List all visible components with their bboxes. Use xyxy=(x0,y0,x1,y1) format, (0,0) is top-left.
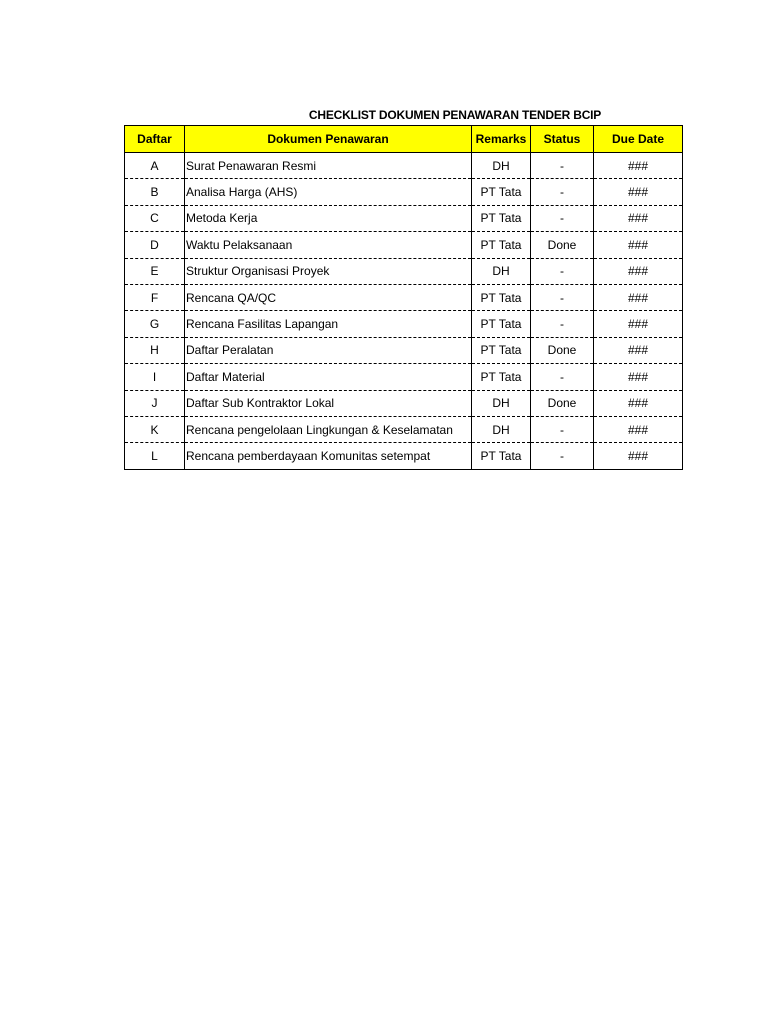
cell-dokumen: Rencana pengelolaan Lingkungan & Keselamatan xyxy=(185,416,472,442)
cell-remarks: PT Tata xyxy=(472,284,531,310)
cell-dokumen: Analisa Harga (AHS) xyxy=(185,179,472,205)
header-remarks: Remarks xyxy=(472,126,531,153)
table-row xyxy=(125,232,683,258)
cell-status: - xyxy=(531,364,594,390)
cell-daftar: A xyxy=(125,153,185,179)
cell-status: - xyxy=(531,416,594,442)
table-body xyxy=(125,153,683,470)
header-daftar: Daftar xyxy=(125,126,185,153)
cell-status: - xyxy=(531,205,594,231)
cell-due-date: ### xyxy=(594,390,683,416)
cell-daftar: J xyxy=(125,390,185,416)
checklist-table xyxy=(124,125,683,470)
table-row xyxy=(125,337,683,363)
cell-daftar: D xyxy=(125,232,185,258)
cell-status: - xyxy=(531,284,594,310)
cell-dokumen: Metoda Kerja xyxy=(185,205,472,231)
table-row xyxy=(125,364,683,390)
cell-remarks: DH xyxy=(472,258,531,284)
cell-daftar: B xyxy=(125,179,185,205)
cell-due-date: ### xyxy=(594,416,683,442)
table-row xyxy=(125,443,683,469)
cell-remarks: PT Tata xyxy=(472,205,531,231)
cell-status: - xyxy=(531,443,594,469)
cell-daftar: C xyxy=(125,205,185,231)
cell-remarks: DH xyxy=(472,416,531,442)
header-row xyxy=(125,126,683,153)
cell-dokumen: Rencana Fasilitas Lapangan xyxy=(185,311,472,337)
cell-remarks: PT Tata xyxy=(472,179,531,205)
cell-dokumen: Struktur Organisasi Proyek xyxy=(185,258,472,284)
cell-due-date: ### xyxy=(594,311,683,337)
cell-due-date: ### xyxy=(594,258,683,284)
cell-due-date: ### xyxy=(594,232,683,258)
cell-status: Done xyxy=(531,337,594,363)
cell-daftar: I xyxy=(125,364,185,390)
cell-daftar: K xyxy=(125,416,185,442)
table-row xyxy=(125,258,683,284)
cell-remarks: PT Tata xyxy=(472,364,531,390)
cell-due-date: ### xyxy=(594,337,683,363)
cell-dokumen: Daftar Peralatan xyxy=(185,337,472,363)
cell-daftar: L xyxy=(125,443,185,469)
table-row xyxy=(125,390,683,416)
cell-dokumen: Waktu Pelaksanaan xyxy=(185,232,472,258)
cell-dokumen: Rencana pemberdayaan Komunitas setempat xyxy=(185,443,472,469)
table-row xyxy=(125,416,683,442)
cell-dokumen: Daftar Sub Kontraktor Lokal xyxy=(185,390,472,416)
cell-daftar: H xyxy=(125,337,185,363)
cell-due-date: ### xyxy=(594,364,683,390)
cell-remarks: DH xyxy=(472,153,531,179)
table-row xyxy=(125,205,683,231)
cell-status: - xyxy=(531,179,594,205)
cell-due-date: ### xyxy=(594,443,683,469)
cell-daftar: G xyxy=(125,311,185,337)
table-row xyxy=(125,153,683,179)
cell-dokumen: Rencana QA/QC xyxy=(185,284,472,310)
table-row xyxy=(125,311,683,337)
cell-daftar: E xyxy=(125,258,185,284)
cell-remarks: PT Tata xyxy=(472,443,531,469)
cell-remarks: PT Tata xyxy=(472,337,531,363)
document-title: CHECKLIST DOKUMEN PENAWARAN TENDER BCIP xyxy=(308,108,602,122)
cell-status: - xyxy=(531,258,594,284)
cell-remarks: PT Tata xyxy=(472,232,531,258)
header-status: Status xyxy=(531,126,594,153)
cell-dokumen: Daftar Material xyxy=(185,364,472,390)
cell-status: - xyxy=(531,311,594,337)
cell-status: - xyxy=(531,153,594,179)
cell-remarks: PT Tata xyxy=(472,311,531,337)
header-due-date: Due Date xyxy=(594,126,683,153)
cell-status: Done xyxy=(531,390,594,416)
cell-status: Done xyxy=(531,232,594,258)
cell-due-date: ### xyxy=(594,205,683,231)
table-row xyxy=(125,179,683,205)
cell-dokumen: Surat Penawaran Resmi xyxy=(185,153,472,179)
cell-daftar: F xyxy=(125,284,185,310)
cell-due-date: ### xyxy=(594,153,683,179)
header-dokumen: Dokumen Penawaran xyxy=(185,126,472,153)
cell-due-date: ### xyxy=(594,284,683,310)
table-row xyxy=(125,284,683,310)
cell-remarks: DH xyxy=(472,390,531,416)
cell-due-date: ### xyxy=(594,179,683,205)
